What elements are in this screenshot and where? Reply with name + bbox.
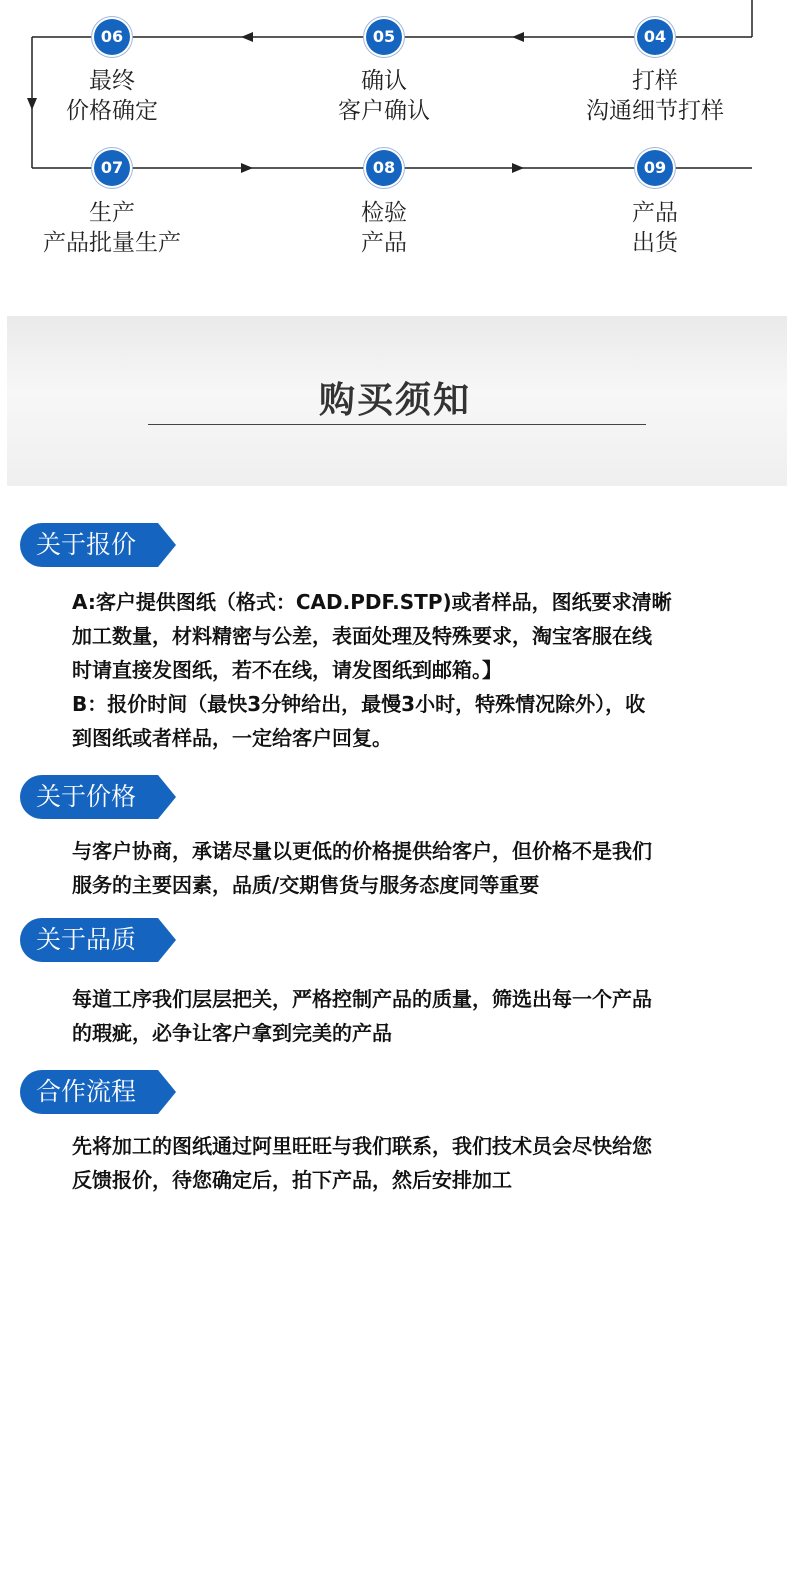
step-number-badge: 05 xyxy=(366,19,402,55)
step-number-badge: 06 xyxy=(94,19,130,55)
arrow-right-icon xyxy=(241,163,253,173)
section-tag-label: 关于价格 xyxy=(36,782,137,811)
step-05 xyxy=(274,66,494,126)
section-body-quote xyxy=(72,585,752,755)
step-04 xyxy=(545,66,765,126)
section-tag-label: 关于报价 xyxy=(36,530,137,559)
step-number-badge: 09 xyxy=(637,150,673,186)
paragraph-line: 每道工序我们层层把关，严格控制产品的质量，筛选出每一个产品 xyxy=(72,987,652,1011)
step-subtitle: 产品 xyxy=(361,230,407,256)
paragraph-line: 时请直接发图纸，若不在线，请发图纸到邮箱。】 xyxy=(72,658,502,682)
step-title: 生产 xyxy=(89,200,135,226)
arrow-right-icon xyxy=(512,163,524,173)
step-title: 产品 xyxy=(632,200,678,226)
step-07 xyxy=(2,198,222,258)
step-subtitle: 出货 xyxy=(632,230,678,256)
paragraph-line: 服务的主要因素，品质/交期售货与服务态度同等重要 xyxy=(72,873,540,897)
section-body-quality xyxy=(72,982,752,1050)
paragraph-line: 与客户协商，承诺尽量以更低的价格提供给客户，但价格不是我们 xyxy=(72,839,652,863)
paragraph-line: B：报价时间（最快3分钟给出，最慢3小时，特殊情况除外），收 xyxy=(72,692,646,716)
step-subtitle: 价格确定 xyxy=(66,98,158,124)
step-subtitle: 客户确认 xyxy=(338,98,430,124)
section-tag-label: 关于品质 xyxy=(36,925,137,954)
step-number-badge: 08 xyxy=(366,150,402,186)
arrow-left-icon xyxy=(512,32,524,42)
step-subtitle: 产品批量生产 xyxy=(43,230,181,256)
step-title: 打样 xyxy=(632,68,678,94)
step-title: 最终 xyxy=(89,68,135,94)
paragraph-line: A:客户提供图纸（格式：CAD.PDF.STP)或者样品，图纸要求清晰 xyxy=(72,590,672,614)
process-flow xyxy=(0,0,790,290)
step-number-badge: 07 xyxy=(94,150,130,186)
paragraph-line: 的瑕疵，必争让客户拿到完美的产品 xyxy=(72,1021,392,1045)
step-number-badge: 04 xyxy=(637,19,673,55)
banner-underline xyxy=(148,424,646,425)
arrow-left-icon xyxy=(241,32,253,42)
section-tag-label: 合作流程 xyxy=(36,1077,137,1106)
paragraph-line: 到图纸或者样品，一定给客户回复。 xyxy=(72,726,392,750)
step-08 xyxy=(274,198,494,258)
step-09 xyxy=(545,198,765,258)
banner-title: 购买须知 xyxy=(318,380,471,421)
section-body-cooperation xyxy=(72,1129,752,1197)
section-body-price xyxy=(72,834,752,902)
paragraph-line: 加工数量，材料精密与公差，表面处理及特殊要求，淘宝客服在线 xyxy=(72,624,652,648)
paragraph-line: 先将加工的图纸通过阿里旺旺与我们联系，我们技术员会尽快给您 xyxy=(72,1134,652,1158)
paragraph-line: 反馈报价，待您确定后，拍下产品，然后安排加工 xyxy=(72,1168,512,1192)
step-title: 确认 xyxy=(361,68,407,94)
step-subtitle: 沟通细节打样 xyxy=(586,98,724,124)
step-06 xyxy=(2,66,222,126)
step-title: 检验 xyxy=(361,200,407,226)
